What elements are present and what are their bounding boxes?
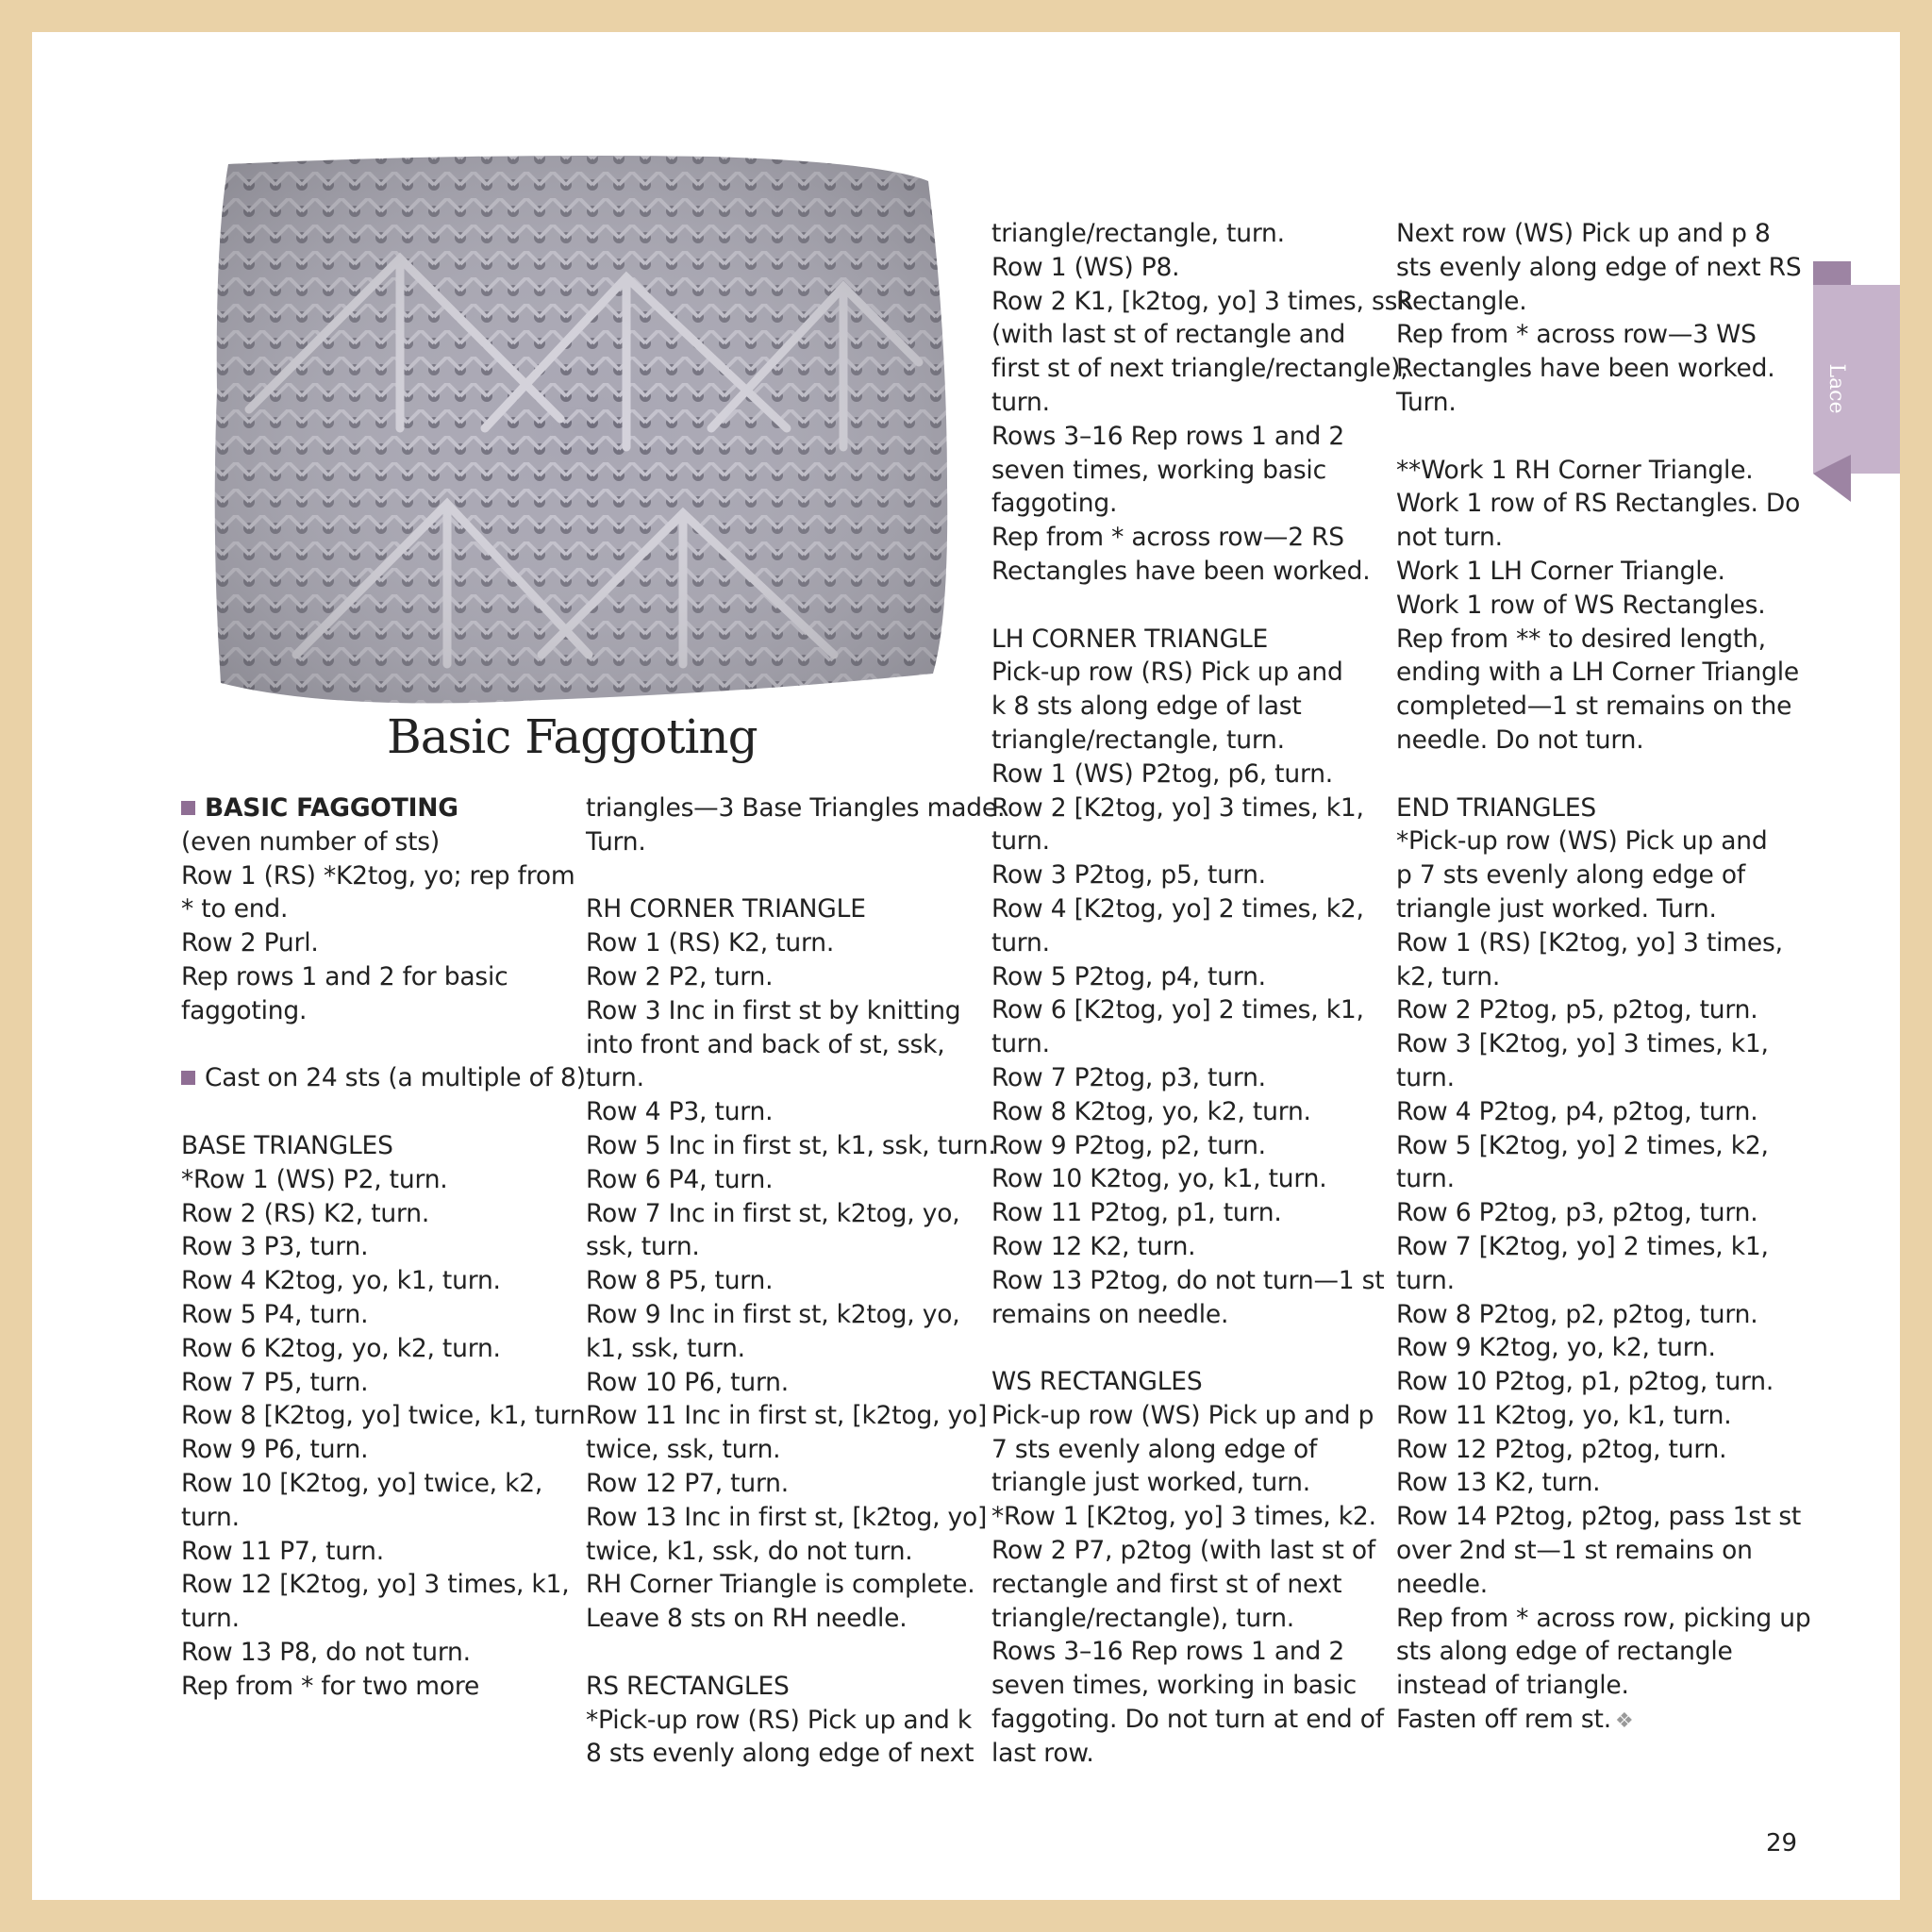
pattern-line: Row 3 [K2tog, yo] 3 times, k1,: [1396, 1029, 1769, 1059]
pattern-line: Row 4 [K2tog, yo] 2 times, k2,: [991, 893, 1364, 924]
pattern-line: Row 7 P5, turn.: [181, 1367, 369, 1397]
pattern-line: Row 3 Inc in first st by knitting: [586, 995, 961, 1025]
pattern-line: Turn.: [1396, 387, 1457, 417]
pattern-line: twice, k1, ssk, do not turn.: [586, 1536, 913, 1566]
pattern-line: faggoting.: [181, 995, 308, 1025]
pattern-line: 7 sts evenly along edge of: [991, 1434, 1318, 1464]
pattern-line: over 2nd st—1 st remains on: [1396, 1536, 1753, 1566]
pattern-line: p 7 sts evenly along edge of: [1396, 860, 1745, 891]
column-4: [1396, 217, 1810, 1739]
column-3: [991, 217, 1411, 1771]
pattern-line: Row 4 K2tog, yo, k1, turn.: [181, 1266, 501, 1296]
section-heading: BASE TRIANGLES: [181, 1130, 393, 1160]
pattern-line: Row 2 P2tog, p5, p2tog, turn.: [1396, 995, 1758, 1025]
pattern-line: turn.: [181, 1604, 240, 1634]
pattern-line: needle.: [1396, 1569, 1488, 1599]
pattern-line: Row 14 P2tog, p2tog, pass 1st st: [1396, 1502, 1802, 1532]
pattern-line: triangle/rectangle, turn.: [991, 219, 1285, 248]
pattern-line: (even number of sts): [181, 826, 441, 857]
pattern-line: Fasten off rem st. ❖: [1396, 1705, 1634, 1735]
pattern-line: faggoting.: [991, 489, 1118, 519]
pattern-line: turn.: [991, 826, 1050, 857]
pattern-line: Row 4 P2tog, p4, p2tog, turn.: [1396, 1096, 1758, 1126]
pattern-line: Row 11 P2tog, p1, turn.: [991, 1198, 1282, 1228]
pattern-line: Row 7 P2tog, p3, turn.: [991, 1062, 1266, 1092]
pattern-line: Row 13 P2tog, do not turn—1 st: [991, 1265, 1385, 1295]
pattern-line: Rows 3–16 Rep rows 1 and 2: [991, 1637, 1345, 1667]
pattern-line: turn.: [1396, 1164, 1455, 1194]
pattern-line: Pick-up row (WS) Pick up and p: [991, 1400, 1374, 1430]
pattern-title: Basic Faggoting: [387, 709, 758, 764]
pattern-line: Row 10 K2tog, yo, k1, turn.: [991, 1164, 1327, 1194]
pattern-line: turn.: [181, 1502, 240, 1532]
section-heading: END TRIANGLES: [1396, 792, 1597, 823]
pattern-line: Row 9 P6, turn.: [181, 1435, 369, 1465]
pattern-line: Row 7 [K2tog, yo] 2 times, k1,: [1396, 1231, 1769, 1261]
pattern-line: Row 10 [K2tog, yo] twice, k2,: [181, 1468, 543, 1498]
section-heading: RH CORNER TRIANGLE: [586, 894, 866, 924]
pattern-line: Rows 3–16 Rep rows 1 and 2: [991, 421, 1345, 451]
pattern-line: Rep from * for two more: [181, 1671, 480, 1701]
pattern-line: Row 1 (WS) P2tog, p6, turn.: [991, 758, 1334, 789]
pattern-line: Row 1 (RS) *K2tog, yo; rep from: [181, 860, 575, 891]
pattern-line: turn.: [991, 1029, 1050, 1059]
pattern-line: Row 1 (RS) [K2tog, yo] 3 times,: [1396, 927, 1783, 958]
pattern-line: completed—1 st remains on the: [1396, 691, 1792, 722]
section-heading: RS RECTANGLES: [586, 1671, 790, 1701]
pattern-line: sts along edge of rectangle: [1396, 1637, 1733, 1667]
pattern-line: Work 1 row of WS Rectangles.: [1396, 590, 1766, 620]
pattern-line: seven times, working basic: [991, 455, 1326, 485]
pattern-line: turn.: [991, 927, 1050, 958]
pattern-line: turn.: [1396, 1265, 1455, 1295]
pattern-line: Row 6 [K2tog, yo] 2 times, k1,: [991, 995, 1364, 1025]
pattern-line: triangle/rectangle, turn.: [991, 724, 1285, 755]
pattern-line: Row 12 P7, turn.: [586, 1468, 789, 1498]
pattern-line: Row 13 Inc in first st, [k2tog, yo]: [586, 1502, 988, 1532]
pattern-line: Row 6 P2tog, p3, p2tog, turn.: [1396, 1198, 1758, 1228]
pattern-line: Row 9 K2tog, yo, k2, turn.: [1396, 1333, 1716, 1363]
pattern-line: Turn.: [586, 826, 646, 857]
pattern-line: remains on needle.: [991, 1299, 1229, 1329]
pattern-line: Row 9 Inc in first st, k2tog, yo,: [586, 1299, 960, 1329]
pattern-line: Rep from * across row, picking up: [1396, 1603, 1811, 1633]
pattern-line: Row 8 K2tog, yo, k2, turn.: [991, 1096, 1311, 1126]
pattern-line: Row 4 P3, turn.: [586, 1097, 774, 1127]
pattern-line: turn.: [586, 1063, 644, 1093]
pattern-line: 8 sts evenly along edge of next: [586, 1739, 974, 1769]
pattern-line: rectangle and first st of next: [991, 1569, 1342, 1599]
pattern-line: Row 2 P7, p2tog (with last st of: [991, 1536, 1376, 1566]
pattern-line: k2, turn.: [1396, 961, 1501, 991]
pattern-line: into front and back of st, ssk,: [586, 1029, 945, 1059]
book-page: [32, 32, 1900, 1900]
pattern-line: Rep rows 1 and 2 for basic: [181, 961, 508, 991]
pattern-line: not turn.: [1396, 523, 1503, 553]
pattern-line: triangle just worked, turn.: [991, 1468, 1310, 1498]
pattern-line: Row 6 P4, turn.: [586, 1164, 774, 1194]
section-heading: BASIC FAGGOTING: [181, 791, 593, 825]
pattern-line: Rep from * across row—3 WS: [1396, 320, 1757, 350]
pattern-line: Rep from * across row—2 RS: [991, 523, 1344, 553]
pattern-line: Row 1 (WS) P8.: [991, 252, 1180, 282]
pattern-line: Next row (WS) Pick up and p 8: [1396, 219, 1771, 248]
section-tab-label: Lace: [1824, 363, 1848, 414]
pattern-line: Row 13 P8, do not turn.: [181, 1637, 471, 1667]
pattern-line: turn.: [1396, 1062, 1455, 1092]
pattern-line: ending with a LH Corner Triangle: [1396, 658, 1799, 688]
pattern-line: Row 5 Inc in first st, k1, ssk, turn.: [586, 1130, 996, 1160]
pattern-line: Work 1 row of RS Rectangles. Do: [1396, 489, 1801, 519]
square-bullet-icon: [181, 1071, 195, 1085]
pattern-line: Row 11 Inc in first st, [k2tog, yo]: [586, 1401, 988, 1431]
pattern-line: *Row 1 (WS) P2, turn.: [181, 1164, 448, 1194]
pattern-line: * to end.: [181, 894, 289, 924]
pattern-line: Row 5 P4, turn.: [181, 1299, 369, 1329]
end-ornament-icon: ❖: [1614, 1709, 1634, 1734]
pattern-line: RH Corner Triangle is complete.: [586, 1570, 975, 1600]
pattern-line: last row.: [991, 1738, 1094, 1768]
section-heading: LH CORNER TRIANGLE: [991, 624, 1269, 654]
pattern-line: Row 2 P2, turn.: [586, 961, 774, 991]
pattern-line: Row 3 P2tog, p5, turn.: [991, 860, 1266, 891]
pattern-line: k 8 sts along edge of last: [991, 691, 1302, 722]
pattern-line: k1, ssk, turn.: [586, 1333, 745, 1363]
pattern-line: Row 11 K2tog, yo, k1, turn.: [1396, 1400, 1732, 1430]
pattern-line: triangles—3 Base Triangles made.: [586, 793, 1006, 823]
pattern-line: Row 3 P3, turn.: [181, 1232, 369, 1262]
column-2: [586, 791, 1005, 1771]
pattern-line: Work 1 LH Corner Triangle.: [1396, 556, 1725, 586]
pattern-line: Row 2 K1, [k2tog, yo] 3 times, ssk: [991, 286, 1412, 316]
pattern-line: triangle just worked. Turn.: [1396, 893, 1717, 924]
column-1: [181, 791, 593, 1704]
pattern-line: Pick-up row (RS) Pick up and: [991, 658, 1343, 688]
pattern-line: Row 10 P6, turn.: [586, 1367, 789, 1397]
pattern-line: Row 11 P7, turn.: [181, 1536, 384, 1566]
pattern-line: Row 12 P2tog, p2tog, turn.: [1396, 1434, 1727, 1464]
pattern-line: Rep from ** to desired length,: [1396, 624, 1766, 654]
pattern-line: (with last st of rectangle and: [991, 320, 1346, 350]
pattern-line: Rectangles have been worked.: [991, 556, 1371, 586]
pattern-line: Row 10 P2tog, p1, p2tog, turn.: [1396, 1367, 1774, 1397]
page-number: 29: [1766, 1829, 1798, 1857]
pattern-line: twice, ssk, turn.: [586, 1435, 781, 1465]
pattern-line: Row 2 [K2tog, yo] 3 times, k1,: [991, 792, 1364, 823]
pattern-line: Row 8 [K2tog, yo] twice, k1, turn.: [181, 1401, 593, 1431]
pattern-line: first st of next triangle/rectangle),: [991, 354, 1408, 384]
pattern-line: Row 5 P2tog, p4, turn.: [991, 961, 1266, 991]
pattern-line: Row 6 K2tog, yo, k2, turn.: [181, 1333, 501, 1363]
pattern-line: instead of triangle.: [1396, 1671, 1629, 1701]
pattern-line: Row 8 P5, turn.: [586, 1266, 774, 1296]
section-heading: WS RECTANGLES: [991, 1367, 1203, 1397]
pattern-line: Row 9 P2tog, p2, turn.: [991, 1130, 1266, 1160]
pattern-line: Row 5 [K2tog, yo] 2 times, k2,: [1396, 1130, 1769, 1160]
pattern-line: Rectangles have been worked.: [1396, 354, 1775, 384]
pattern-line: seven times, working in basic: [991, 1671, 1357, 1701]
knitted-swatch-photo: [183, 145, 985, 740]
pattern-line: Row 2 (RS) K2, turn.: [181, 1198, 430, 1228]
pattern-line: Rectangle.: [1396, 286, 1527, 316]
pattern-line: turn.: [991, 387, 1050, 417]
pattern-line: Row 12 K2, turn.: [991, 1231, 1196, 1261]
pattern-line: Row 13 K2, turn.: [1396, 1468, 1601, 1498]
pattern-line: Row 8 P2tog, p2, p2tog, turn.: [1396, 1299, 1758, 1329]
pattern-line: ssk, turn.: [586, 1232, 700, 1262]
pattern-line: *Pick-up row (RS) Pick up and k: [586, 1705, 973, 1735]
pattern-line: **Work 1 RH Corner Triangle.: [1396, 455, 1754, 485]
pattern-line: Row 12 [K2tog, yo] 3 times, k1,: [181, 1570, 570, 1600]
pattern-line: Row 2 Purl.: [181, 928, 319, 958]
square-bullet-icon: [181, 801, 195, 815]
pattern-line: Row 1 (RS) K2, turn.: [586, 928, 835, 958]
pattern-line: *Pick-up row (WS) Pick up and: [1396, 826, 1768, 857]
pattern-line: *Row 1 [K2tog, yo] 3 times, k2.: [991, 1502, 1376, 1532]
pattern-line: Row 7 Inc in first st, k2tog, yo,: [586, 1198, 960, 1228]
pattern-line: sts evenly along edge of next RS: [1396, 252, 1802, 282]
pattern-line: needle. Do not turn.: [1396, 724, 1644, 755]
pattern-line: Leave 8 sts on RH needle.: [586, 1604, 908, 1634]
pattern-line: triangle/rectangle), turn.: [991, 1603, 1295, 1633]
pattern-line: faggoting. Do not turn at end of: [991, 1705, 1384, 1735]
cast-on-note: Cast on 24 sts (a multiple of 8).: [181, 1061, 593, 1095]
